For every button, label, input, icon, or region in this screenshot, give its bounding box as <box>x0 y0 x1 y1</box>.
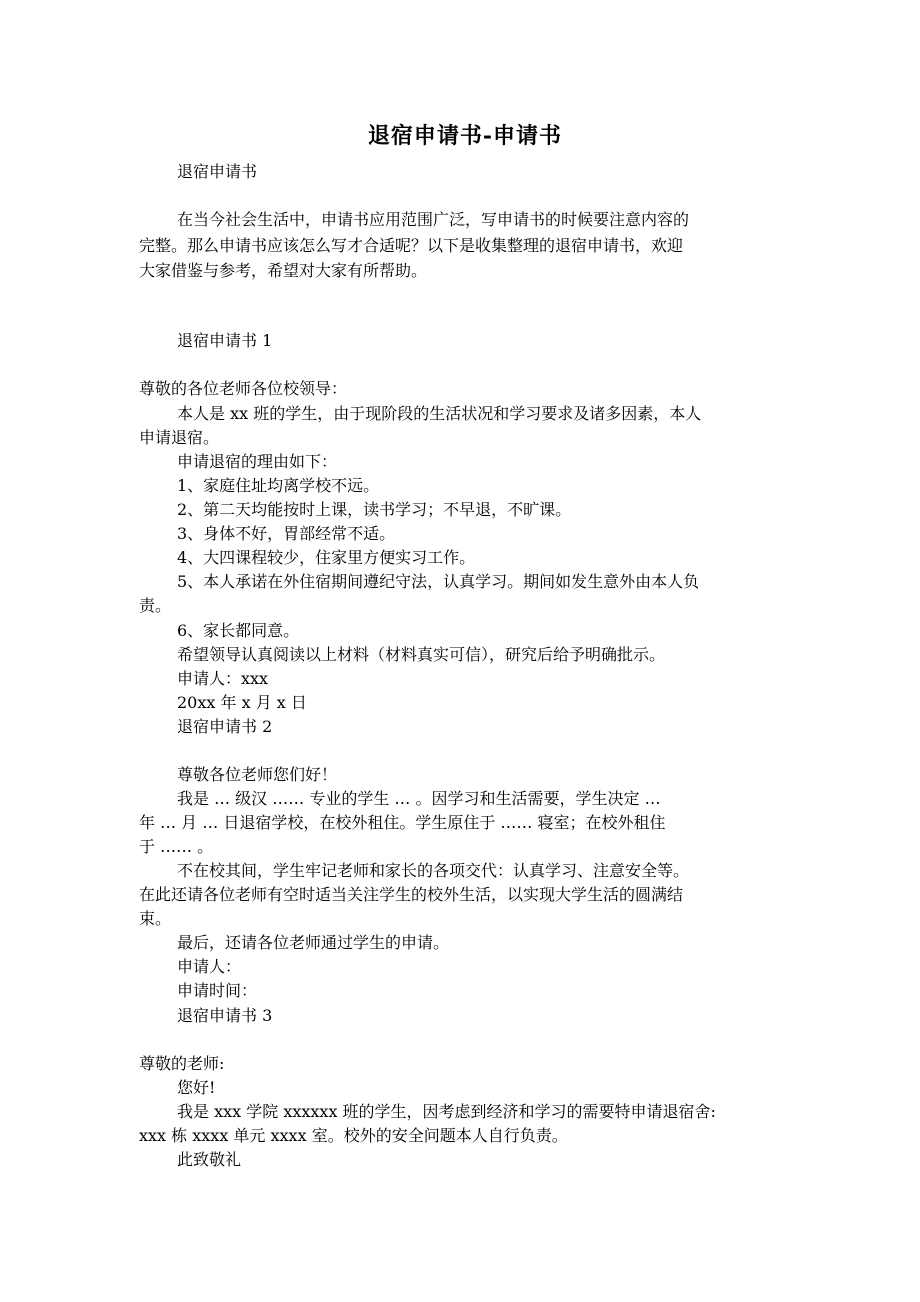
letter1-salutation: 尊敬的各位老师各位校领导： <box>139 379 348 398</box>
letter1-reason: 责。 <box>139 596 172 615</box>
letter1-reason: 6、家长都同意。 <box>177 621 300 640</box>
intro-line: 完整。那么申请书应该怎么写才合适呢？以下是收集整理的退宿申请书，欢迎 <box>139 236 684 255</box>
letter1-applicant: 申请人：xxx <box>177 669 269 688</box>
intro-line: 大家借鉴与参考，希望对大家有所帮助。 <box>139 261 428 280</box>
letter3-body-line: 我是 xxx 学院 xxxxxx 班的学生，因考虑到经济和学习的需要特申请退宿舍: <box>177 1102 716 1121</box>
intro-line: 在当今社会生活中，申请书应用范围广泛，写申请书的时候要注意内容的 <box>177 210 690 229</box>
letter2-body-line: 我是 … 级汉 …… 专业的学生 … 。因学习和生活需要，学生决定 … <box>177 789 661 808</box>
letter2-para-line: 不在校其间，学生牢记老师和家长的各项交代：认真学习、注意安全等。 <box>177 861 690 880</box>
letter1-body-line: 本人是 xx 班的学生，由于现阶段的生活状况和学习要求及诸多因素，本人 <box>177 404 702 423</box>
letter2-time: 申请时间： <box>177 981 258 1000</box>
letter3-greeting: 您好! <box>177 1078 216 1097</box>
letter3-heading: 退宿申请书 3 <box>177 1006 273 1025</box>
letter1-body-line: 申请退宿。 <box>139 428 220 447</box>
document-title: 退宿申请书-申请书 <box>367 123 563 149</box>
letter2-closing: 最后，还请各位老师通过学生的申请。 <box>177 933 450 952</box>
letter1-reason: 4、大四课程较少，住家里方便实习工作。 <box>177 548 476 567</box>
letter2-applicant: 申请人： <box>177 957 242 976</box>
letter2-body-line: 年 … 月 … 日退宿学校，在校外租住。学生原住于 …… 寝室；在校外租住 <box>139 813 666 832</box>
letter3-closing: 此致敬礼 <box>177 1150 242 1169</box>
letter2-heading: 退宿申请书 2 <box>177 717 273 736</box>
letter2-body-line: 于 …… 。 <box>139 837 214 856</box>
letter2-para-line: 在此还请各位老师有空时适当关注学生的校外生活，以实现大学生活的圆满结 <box>139 885 684 904</box>
letter2-salutation: 尊敬各位老师您们好！ <box>177 765 338 784</box>
letter1-reasons-intro: 申请退宿的理由如下： <box>177 452 338 471</box>
letter3-body-line: xxx 栋 xxxx 单元 xxxx 室。校外的安全问题本人自行负责。 <box>139 1126 568 1145</box>
letter1-reason: 2、第二天均能按时上课，读书学习；不早退，不旷课。 <box>177 500 572 519</box>
letter1-reason: 3、身体不好，胃部经常不适。 <box>177 524 396 543</box>
letter1-closing: 希望领导认真阅读以上材料（材料真实可信），研究后给予明确批示。 <box>177 645 666 664</box>
letter1-reason: 5、本人承诺在外住宿期间遵纪守法，认真学习。期间如发生意外由本人负 <box>177 572 700 591</box>
letter1-heading: 退宿申请书 1 <box>177 331 273 350</box>
letter3-salutation: 尊敬的老师: <box>139 1054 225 1073</box>
letter1-date: 20xx 年 x 月 x 日 <box>177 693 307 712</box>
document-subtitle: 退宿申请书 <box>177 162 258 181</box>
letter2-para-line: 束。 <box>139 909 172 928</box>
letter1-reason: 1、家庭住址均离学校不远。 <box>177 476 380 495</box>
